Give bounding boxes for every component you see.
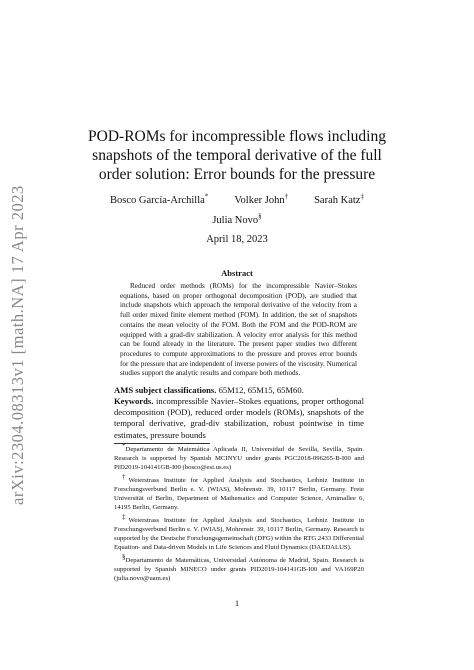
author: Julia Novo§ [212,212,262,226]
footnote: †Weierstrass Institute for Applied Analysis and Stochastics, Leibniz Institute in Forschungsverbund Berlin e. V. (WIAS), Mohrenstr. 39, 10117 Berlin, Germany. Freie Universität of Berlin, Department of Mathematics and Computer Science, Arnimallee 6, 14195 Berlin, Germany. [114,472,365,511]
ams-label: AMS subject classifications. [114,385,217,395]
ams-classifications [114,385,364,396]
author: Sarah Katz‡ [314,192,364,206]
ams-value: 65M12, 65M15, 65M60. [218,385,304,395]
title-line: snapshots of the temporal derivative of the full [92,147,382,164]
footnotes [114,442,365,588]
page-number: 1 [234,598,240,608]
author: Volker John† [234,192,289,206]
publication-date: April 18, 2023 [206,234,268,245]
keywords-value: incompressible Navier–Stokes equations, proper orthogonal decomposition (POD), reduced order models (ROMs), snapshots of the temporal derivative, grad-div stabilization, robust pointwise in time estimates, pressure bounds [114,396,364,440]
paper-title [60,127,414,184]
title-line: order solution: Error bounds for the pressure [98,166,376,183]
abstract-heading: Abstract [221,268,253,278]
footnote: *Departamento de Matemática Aplicada II, Universidad de Sevilla, Sevilla, Spain. Research is supported by Spanish MCINYU under grants PGC2018-096265-B-I00 and PID2019-104141GB-I00 (bosco@esi.us.es) [114,442,364,472]
arxiv-identifier: arXiv:2304.08313v1 [math.NA] 17 Apr 2023 [8,185,27,505]
footnote: ‡Weierstrass Institute for Applied Analysis and Stochastics, Leibniz Institute in Forschungsverbund Berlin e. V. (WIAS), Mohrenstr. 39, 10117 Berlin, Germany. Research is supported by the Deutsche Forschungsgemeinschaft (DFG) within the RTG 2433 Differential Equation- and Data-driven Models in Life Sciences and Fluid Dynamics (DAEDALUS). [114,512,365,551]
author: Bosco García-Archilla* [110,192,209,206]
footnote-rule [114,443,210,444]
footnote: §Departamento de Matemáticas, Universidad Autónoma de Madrid, Spain. Research is supported by Spanish MINECO under grants PID2019-104141GB-I00 and VA169P20 (julia.novo@uam.es) [114,552,364,582]
title-line: POD-ROMs for incompressible flows including [88,128,386,145]
keywords [114,396,364,441]
keywords-label: Keywords. [114,396,154,406]
abstract-text: Reduced order methods (ROMs) for the incompressible Navier–Stokes equations, based on proper orthogonal decomposition (POD), are studied that include snapshots which approach the temporal derivative of the velocity from a full order mixed finite element method (FOM). In addition, the set of snapshots contains the mean velocity of the FOM. Both the FOM and the POD-ROM are equipped with a grad-div stabilization. A velocity error analysis for this method can be found already in the literature. The present paper studies two different procedures to compute approximations to the pressure and proves error bounds for the pressure that are independent of inverse powers of the viscosity. Numerical studies support the analytic results and compare both methods. [120,282,357,378]
author-list [60,194,414,228]
